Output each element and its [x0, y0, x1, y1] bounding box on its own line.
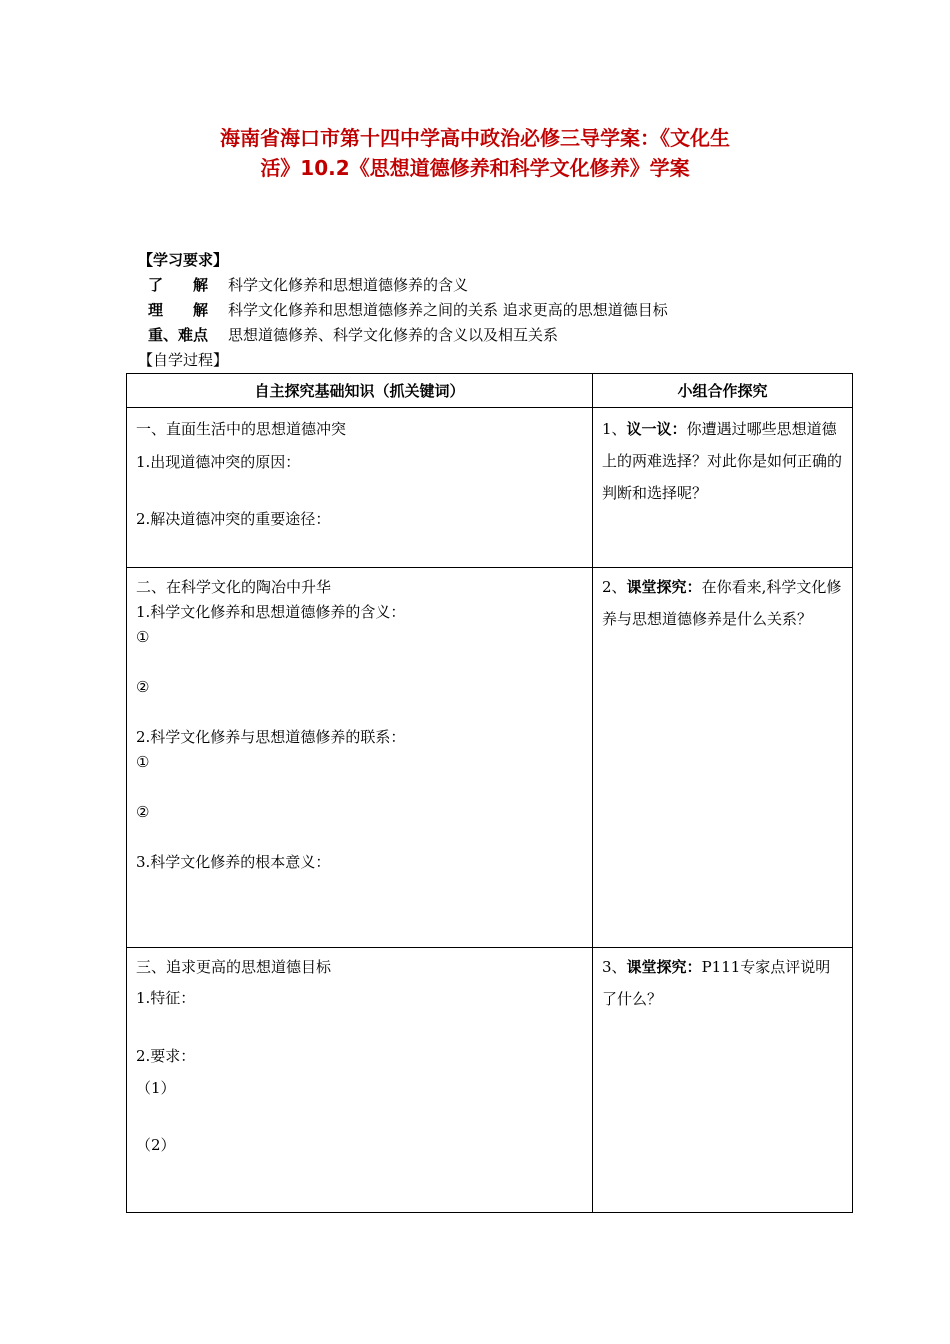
blank-marker: ①	[136, 753, 150, 771]
inquiry-prompt	[602, 413, 844, 509]
requirement-text: 思想道德修养、科学文化修养的含义以及相互关系	[228, 326, 559, 344]
question-item: 2.解决道德冲突的重要途径：	[136, 510, 331, 528]
blank-marker: ②	[136, 803, 150, 821]
requirement-key-points	[148, 323, 558, 348]
section-3-basic-knowledge	[127, 948, 593, 1213]
document-title-line-1: 海南省海口市第十四中学高中政治必修三导学案：《文化生	[220, 126, 730, 150]
table-row	[127, 408, 853, 568]
self-study-heading: 【自学过程】	[138, 351, 229, 369]
inquiry-text: 你遭遇过哪些思想道德上的两难选择？对此你是如何正确的判断和选择呢？	[602, 420, 843, 502]
blank-marker: ②	[136, 678, 150, 696]
inquiry-label: 课堂探究：	[626, 578, 702, 596]
question-item: 3.科学文化修养的根本意义：	[136, 853, 331, 871]
requirement-understand-basic	[148, 273, 468, 298]
table-row	[127, 568, 853, 948]
question-item: 1.科学文化修养和思想道德修养的含义：	[136, 603, 406, 621]
section-2-basic-knowledge	[127, 568, 593, 948]
requirement-key: 理 解	[148, 301, 209, 319]
column-header-group-inquiry: 小组合作探究	[593, 374, 853, 408]
question-item: 1.特征：	[136, 989, 196, 1007]
document-title-line-2: 活》10.2《思想道德修养和科学文化修养》学案	[260, 156, 690, 180]
learning-requirements-heading: 【学习要求】	[138, 251, 229, 269]
section-2-group-inquiry	[593, 568, 853, 948]
blank-marker: ①	[136, 628, 150, 646]
section-1-group-inquiry	[593, 408, 853, 568]
section-heading: 二、在科学文化的陶冶中升华	[136, 578, 332, 596]
requirement-text: 科学文化修养和思想道德修养的含义	[228, 276, 469, 294]
table-row	[127, 948, 853, 1213]
inquiry-label: 课堂探究：	[626, 958, 702, 976]
inquiry-prompt	[602, 951, 844, 1015]
inquiry-prompt	[602, 571, 844, 635]
inquiry-label: 议一议：	[626, 420, 687, 438]
section-1-basic-knowledge	[127, 408, 593, 568]
inquiry-number: 3、	[602, 958, 627, 976]
blank-marker: （1）	[136, 1079, 176, 1097]
study-table	[126, 373, 853, 1213]
question-item: 1.出现道德冲突的原因：	[136, 453, 301, 471]
table-header-row	[127, 374, 853, 408]
section-heading: 一、直面生活中的思想道德冲突	[136, 420, 347, 438]
requirement-key: 重、难点	[148, 326, 209, 344]
section-3-group-inquiry	[593, 948, 853, 1213]
inquiry-text: P111专家点评说明了什么？	[602, 958, 831, 1008]
requirement-comprehend	[148, 298, 668, 323]
blank-marker: （2）	[136, 1136, 176, 1154]
requirement-text: 科学文化修养和思想道德修养之间的关系 追求更高的思想道德目标	[228, 301, 668, 319]
inquiry-number: 1、	[602, 420, 627, 438]
question-item: 2.科学文化修养与思想道德修养的联系：	[136, 728, 406, 746]
column-header-basic-knowledge: 自主探究基础知识（抓关键词）	[127, 374, 593, 408]
section-heading: 三、追求更高的思想道德目标	[136, 958, 332, 976]
inquiry-text: 在你看来,科学文化修养与思想道德修养是什么关系？	[602, 578, 842, 628]
inquiry-number: 2、	[602, 578, 627, 596]
requirement-key: 了 解	[148, 276, 209, 294]
question-item: 2.要求：	[136, 1047, 196, 1065]
